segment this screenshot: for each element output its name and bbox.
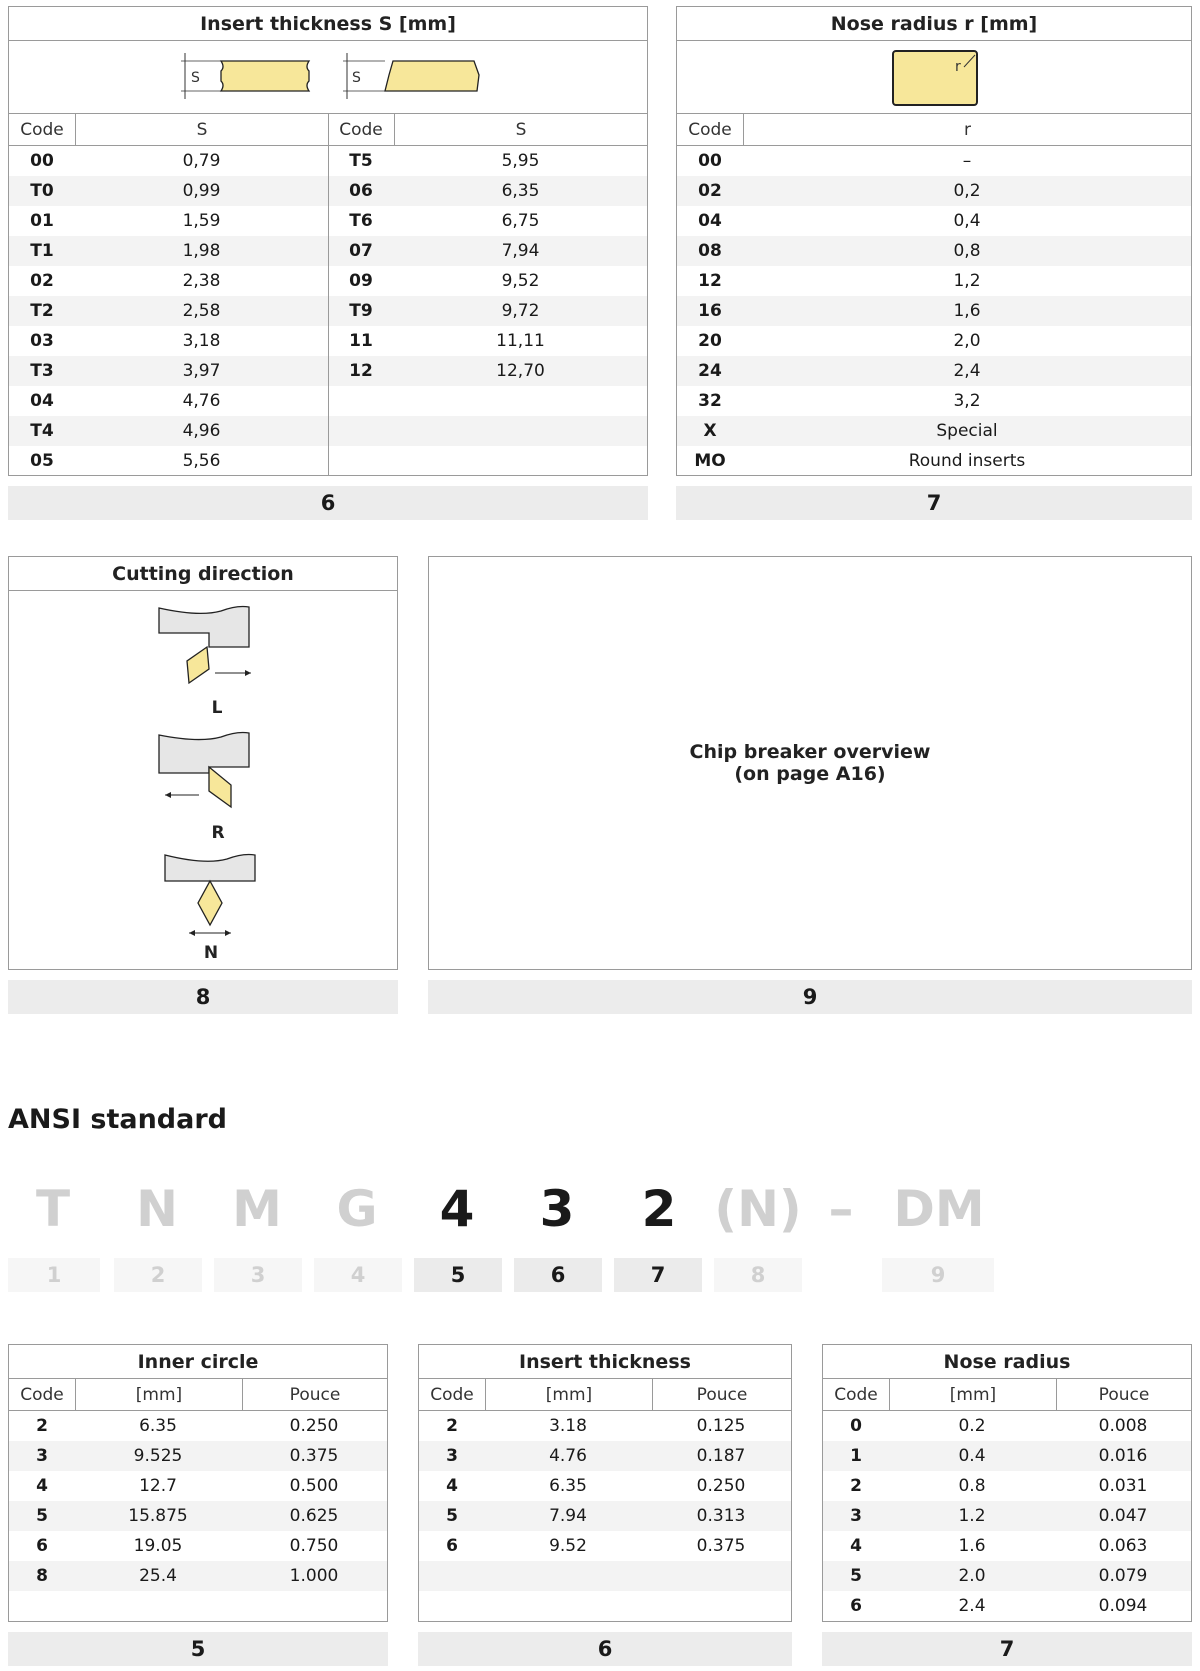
position-8-footer: 8 <box>8 980 398 1014</box>
row-value: Round inserts <box>908 451 1026 471</box>
row-code: 3 <box>850 1506 862 1526</box>
row-value: 4,76 <box>182 391 221 411</box>
row-value <box>394 446 647 476</box>
table-row <box>9 1501 387 1531</box>
table-row <box>823 1501 1191 1531</box>
table-row <box>9 1591 387 1621</box>
row-value: 0,4 <box>953 211 981 231</box>
col-pouce-header: Pouce <box>1056 1379 1191 1410</box>
ansi-nose-radius-table <box>822 1344 1192 1622</box>
row-value: 1,6 <box>953 301 981 321</box>
table-row <box>677 446 1191 476</box>
table-row <box>823 1441 1191 1471</box>
inner-circle-table <box>8 1344 388 1622</box>
row-code: T3 <box>30 361 54 381</box>
table-row <box>9 266 328 296</box>
row-code: T1 <box>30 241 54 261</box>
thickness-left-header <box>9 114 328 146</box>
row-pouce <box>651 1591 791 1621</box>
row-code: 5 <box>850 1566 862 1586</box>
col-code-header: Code <box>20 119 64 140</box>
table-row <box>9 356 328 386</box>
insert-thickness-title: Insert thickness S [mm] <box>9 7 647 41</box>
row-value: 0,99 <box>182 181 221 201</box>
thickness-right-rows <box>328 146 647 476</box>
row-code: 4 <box>850 1536 862 1556</box>
table-row <box>328 206 647 236</box>
row-mm: 1.6 <box>958 1536 986 1556</box>
row-code <box>328 446 394 476</box>
row-code: 02 <box>30 271 54 291</box>
row-code: MO <box>694 451 726 471</box>
row-code: 07 <box>349 241 373 261</box>
row-pouce: 0.313 <box>696 1506 746 1526</box>
row-value <box>394 416 647 446</box>
row-value: 1,98 <box>182 241 221 261</box>
table-row <box>419 1411 791 1441</box>
table-row <box>328 326 647 356</box>
table-row <box>328 446 647 476</box>
code-letter-9: DM <box>893 1180 985 1238</box>
row-pouce: 0.125 <box>696 1416 746 1436</box>
code-letter-4: G <box>336 1180 378 1238</box>
ansi-nose-radius-title: Nose radius <box>823 1345 1191 1379</box>
col-code-header: Code <box>834 1384 878 1405</box>
row-mm: 0.8 <box>958 1476 986 1496</box>
row-pouce <box>651 1561 791 1591</box>
cutting-right-hand-icon <box>159 733 249 808</box>
table-row <box>823 1561 1191 1591</box>
table-row <box>419 1531 791 1561</box>
nose-radius-drawing <box>677 41 1191 114</box>
table-row <box>9 1411 387 1441</box>
row-code: 0 <box>850 1416 862 1436</box>
table-row <box>328 296 647 326</box>
position-num-4: 4 <box>314 1258 402 1292</box>
table-row <box>9 236 328 266</box>
table-row <box>328 176 647 206</box>
row-code: 4 <box>446 1476 458 1496</box>
table-row <box>9 386 328 416</box>
col-pouce-header: Pouce <box>242 1379 387 1410</box>
row-code: 11 <box>349 331 373 351</box>
row-code <box>328 386 394 416</box>
row-code: 2 <box>36 1416 48 1436</box>
row-value: 3,18 <box>182 331 221 351</box>
row-pouce: 0.008 <box>1098 1416 1148 1436</box>
row-mm: 6.35 <box>139 1416 177 1436</box>
position-6-footer: 6 <box>8 486 648 520</box>
row-pouce: 0.016 <box>1098 1446 1148 1466</box>
row-mm: 0.4 <box>958 1446 986 1466</box>
row-code: 5 <box>446 1506 458 1526</box>
row-value: 2,58 <box>182 301 221 321</box>
row-value: 2,38 <box>182 271 221 291</box>
thickness-label-s-2: S <box>352 70 361 86</box>
row-code: 20 <box>698 331 722 351</box>
row-code: X <box>703 421 717 441</box>
table-row <box>677 176 1191 206</box>
table-row <box>9 1471 387 1501</box>
col-s-header: S <box>75 114 328 145</box>
row-code: T0 <box>30 181 54 201</box>
code-letter-3: M <box>232 1180 282 1238</box>
code-letter-8: (N) <box>714 1180 802 1238</box>
col-code-header: Code <box>688 119 732 140</box>
table-row <box>419 1591 791 1621</box>
row-value <box>394 386 647 416</box>
row-mm: 9.52 <box>549 1536 587 1556</box>
row-code: 03 <box>30 331 54 351</box>
row-value: 7,94 <box>501 241 540 261</box>
cutting-label-n: N <box>203 943 219 963</box>
ansi-thickness-title: Insert thickness <box>419 1345 791 1379</box>
row-code: 4 <box>36 1476 48 1496</box>
table-row <box>9 296 328 326</box>
col-pouce-header: Pouce <box>652 1379 791 1410</box>
row-code: 04 <box>698 211 722 231</box>
ansi-nose-radius-rows <box>823 1411 1191 1621</box>
row-pouce: 0.047 <box>1098 1506 1148 1526</box>
row-value: 9,52 <box>501 271 540 291</box>
row-pouce: 0.625 <box>289 1506 339 1526</box>
row-value: 6,75 <box>501 211 540 231</box>
row-pouce: 0.063 <box>1098 1536 1148 1556</box>
table-row <box>328 386 647 416</box>
row-code: 6 <box>36 1536 48 1556</box>
position-9-footer: 9 <box>428 980 1192 1014</box>
thickness-label-s-1: S <box>191 70 200 86</box>
table-row <box>419 1441 791 1471</box>
position-num-1: 1 <box>8 1258 100 1292</box>
row-pouce: 0.031 <box>1098 1476 1148 1496</box>
insert-profile-single-sided-icon <box>343 53 479 99</box>
row-code: T2 <box>30 301 54 321</box>
row-value: 3,2 <box>953 391 981 411</box>
inner-circle-header <box>9 1379 387 1411</box>
row-value: 1,59 <box>182 211 221 231</box>
row-pouce: 0.250 <box>289 1416 339 1436</box>
row-code: 3 <box>446 1446 458 1466</box>
row-mm: 2.0 <box>958 1566 986 1586</box>
row-code: T4 <box>30 421 54 441</box>
col-r-header: r <box>743 114 1191 145</box>
cutting-neutral-icon <box>165 855 255 937</box>
ansi-thickness-table <box>418 1344 792 1622</box>
row-code: 12 <box>349 361 373 381</box>
row-value: 1,2 <box>953 271 981 291</box>
row-value: 4,96 <box>182 421 221 441</box>
row-pouce: 0.500 <box>289 1476 339 1496</box>
row-pouce: 0.375 <box>289 1446 339 1466</box>
table-row <box>677 146 1191 176</box>
cutting-direction-title: Cutting direction <box>9 557 397 591</box>
row-code: 5 <box>36 1506 48 1526</box>
row-pouce: 0.094 <box>1098 1596 1148 1616</box>
col-mm-header: [mm] <box>889 1379 1056 1410</box>
table-row <box>823 1531 1191 1561</box>
position-num-2: 2 <box>114 1258 202 1292</box>
cutting-label-l: L <box>211 698 223 718</box>
nose-radius-header <box>677 114 1191 146</box>
row-code: 09 <box>349 271 373 291</box>
position-num-9: 9 <box>882 1258 994 1292</box>
position-num-7: 7 <box>614 1258 702 1292</box>
col-code-header: Code <box>20 1384 64 1405</box>
row-code: 12 <box>698 271 722 291</box>
row-code: 01 <box>30 211 54 231</box>
table-row <box>9 1531 387 1561</box>
chip-breaker-line1: Chip breaker overview <box>689 741 931 763</box>
row-code: 2 <box>850 1476 862 1496</box>
table-row <box>9 206 328 236</box>
table-row <box>328 266 647 296</box>
insert-thickness-table <box>8 6 648 476</box>
row-code: 32 <box>698 391 722 411</box>
row-code: T6 <box>349 211 373 231</box>
row-code: 06 <box>349 181 373 201</box>
row-mm <box>485 1561 651 1591</box>
row-pouce: 1.000 <box>289 1566 339 1586</box>
table-row <box>677 236 1191 266</box>
row-mm: 4.76 <box>549 1446 587 1466</box>
table-row <box>328 146 647 176</box>
cutting-label-r: R <box>211 823 225 843</box>
row-pouce: 0.187 <box>696 1446 746 1466</box>
table-row <box>328 236 647 266</box>
row-code: 6 <box>850 1596 862 1616</box>
row-value: 5,95 <box>501 151 540 171</box>
nose-radius-title: Nose radius r [mm] <box>677 7 1191 41</box>
row-code: 02 <box>698 181 722 201</box>
row-mm: 12.7 <box>139 1476 177 1496</box>
row-mm: 9.525 <box>133 1446 183 1466</box>
table-row <box>9 146 328 176</box>
row-code <box>328 416 394 446</box>
row-code: 6 <box>446 1536 458 1556</box>
table-row <box>677 356 1191 386</box>
table-row <box>677 326 1191 356</box>
row-pouce <box>241 1591 387 1621</box>
position-num-8: 8 <box>714 1258 802 1292</box>
row-pouce: 0.750 <box>289 1536 339 1556</box>
table-row <box>677 296 1191 326</box>
col-s-header: S <box>394 114 647 145</box>
position-num-5: 5 <box>414 1258 502 1292</box>
insert-profile-double-sided-icon <box>181 53 309 99</box>
row-code: 8 <box>36 1566 48 1586</box>
nose-radius-rows <box>677 146 1191 476</box>
row-value: 9,72 <box>501 301 540 321</box>
row-mm: 7.94 <box>549 1506 587 1526</box>
code-letter-6: 3 <box>539 1180 575 1238</box>
row-code: 00 <box>30 151 54 171</box>
ansi-thickness-rows <box>419 1411 791 1621</box>
row-code: 24 <box>698 361 722 381</box>
row-mm: 25.4 <box>139 1566 177 1586</box>
table-row <box>419 1471 791 1501</box>
row-value: 2,4 <box>953 361 981 381</box>
row-mm: 3.18 <box>549 1416 587 1436</box>
row-value: 6,35 <box>501 181 540 201</box>
nose-radius-square-icon <box>893 51 977 105</box>
row-mm <box>485 1591 651 1621</box>
thickness-right-header <box>328 114 647 146</box>
table-row <box>9 446 328 476</box>
row-pouce: 0.375 <box>696 1536 746 1556</box>
row-value: Special <box>936 421 998 441</box>
table-row <box>9 1441 387 1471</box>
row-mm: 1.2 <box>958 1506 986 1526</box>
code-letter-2: N <box>136 1180 178 1238</box>
thickness-left-rows <box>9 146 328 476</box>
row-mm <box>75 1591 241 1621</box>
table-row <box>823 1411 1191 1441</box>
position-num-6: 6 <box>514 1258 602 1292</box>
table-row <box>328 356 647 386</box>
table-row <box>677 206 1191 236</box>
row-value: 5,56 <box>182 451 221 471</box>
row-code: 04 <box>30 391 54 411</box>
row-mm: 6.35 <box>549 1476 587 1496</box>
table-row <box>419 1561 791 1591</box>
row-code: T5 <box>349 151 373 171</box>
ansi-position-7-footer: 7 <box>822 1632 1192 1666</box>
table-row <box>9 176 328 206</box>
inner-circle-title: Inner circle <box>9 1345 387 1379</box>
row-code: 00 <box>698 151 722 171</box>
position-7-footer: 7 <box>676 486 1192 520</box>
table-row <box>419 1501 791 1531</box>
table-row <box>823 1471 1191 1501</box>
code-letter-1: T <box>35 1180 71 1238</box>
chip-breaker-line2: (on page A16) <box>734 763 886 785</box>
row-value: 12,70 <box>496 361 545 381</box>
row-code: 08 <box>698 241 722 261</box>
row-value: – <box>962 151 972 171</box>
ansi-nose-radius-header <box>823 1379 1191 1411</box>
row-value: 2,0 <box>953 331 981 351</box>
row-code <box>419 1561 485 1591</box>
row-code: T9 <box>349 301 373 321</box>
table-row <box>328 416 647 446</box>
table-row <box>9 416 328 446</box>
col-mm-header: [mm] <box>75 1379 242 1410</box>
row-code: 1 <box>850 1446 862 1466</box>
row-code: 16 <box>698 301 722 321</box>
table-row <box>823 1591 1191 1621</box>
row-mm: 2.4 <box>958 1596 986 1616</box>
row-pouce: 0.250 <box>696 1476 746 1496</box>
col-mm-header: [mm] <box>485 1379 652 1410</box>
table-row <box>677 386 1191 416</box>
code-letter-5: 4 <box>439 1180 475 1238</box>
row-mm: 15.875 <box>128 1506 188 1526</box>
ansi-thickness-header <box>419 1379 791 1411</box>
table-row <box>677 266 1191 296</box>
inner-circle-rows <box>9 1411 387 1621</box>
row-code <box>419 1591 485 1621</box>
table-row <box>677 416 1191 446</box>
row-value: 0,79 <box>182 151 221 171</box>
position-num-3: 3 <box>214 1258 302 1292</box>
row-value: 0,2 <box>953 181 981 201</box>
insert-thickness-drawing <box>9 41 647 114</box>
row-code: 05 <box>30 451 54 471</box>
ansi-position-6-footer: 6 <box>418 1632 792 1666</box>
row-mm: 0.2 <box>958 1416 986 1436</box>
row-value: 11,11 <box>496 331 545 351</box>
code-dash: – <box>828 1180 854 1238</box>
cutting-direction-table <box>8 556 398 970</box>
col-code-header: Code <box>339 119 383 140</box>
radius-label-r: r <box>955 59 961 75</box>
row-pouce: 0.079 <box>1098 1566 1148 1586</box>
row-code <box>9 1591 75 1621</box>
nose-radius-table <box>676 6 1192 476</box>
row-mm: 19.05 <box>133 1536 183 1556</box>
table-row <box>9 1561 387 1591</box>
row-code: 3 <box>36 1446 48 1466</box>
chip-breaker-box <box>428 556 1192 970</box>
col-code-header: Code <box>430 1384 474 1405</box>
row-code: 2 <box>446 1416 458 1436</box>
code-letter-7: 2 <box>641 1180 677 1238</box>
ansi-heading: ANSI standard <box>8 1104 227 1135</box>
row-value: 0,8 <box>953 241 981 261</box>
row-value: 3,97 <box>182 361 221 381</box>
ansi-position-5-footer: 5 <box>8 1632 388 1666</box>
table-row <box>9 326 328 356</box>
cutting-left-hand-icon <box>159 607 251 684</box>
